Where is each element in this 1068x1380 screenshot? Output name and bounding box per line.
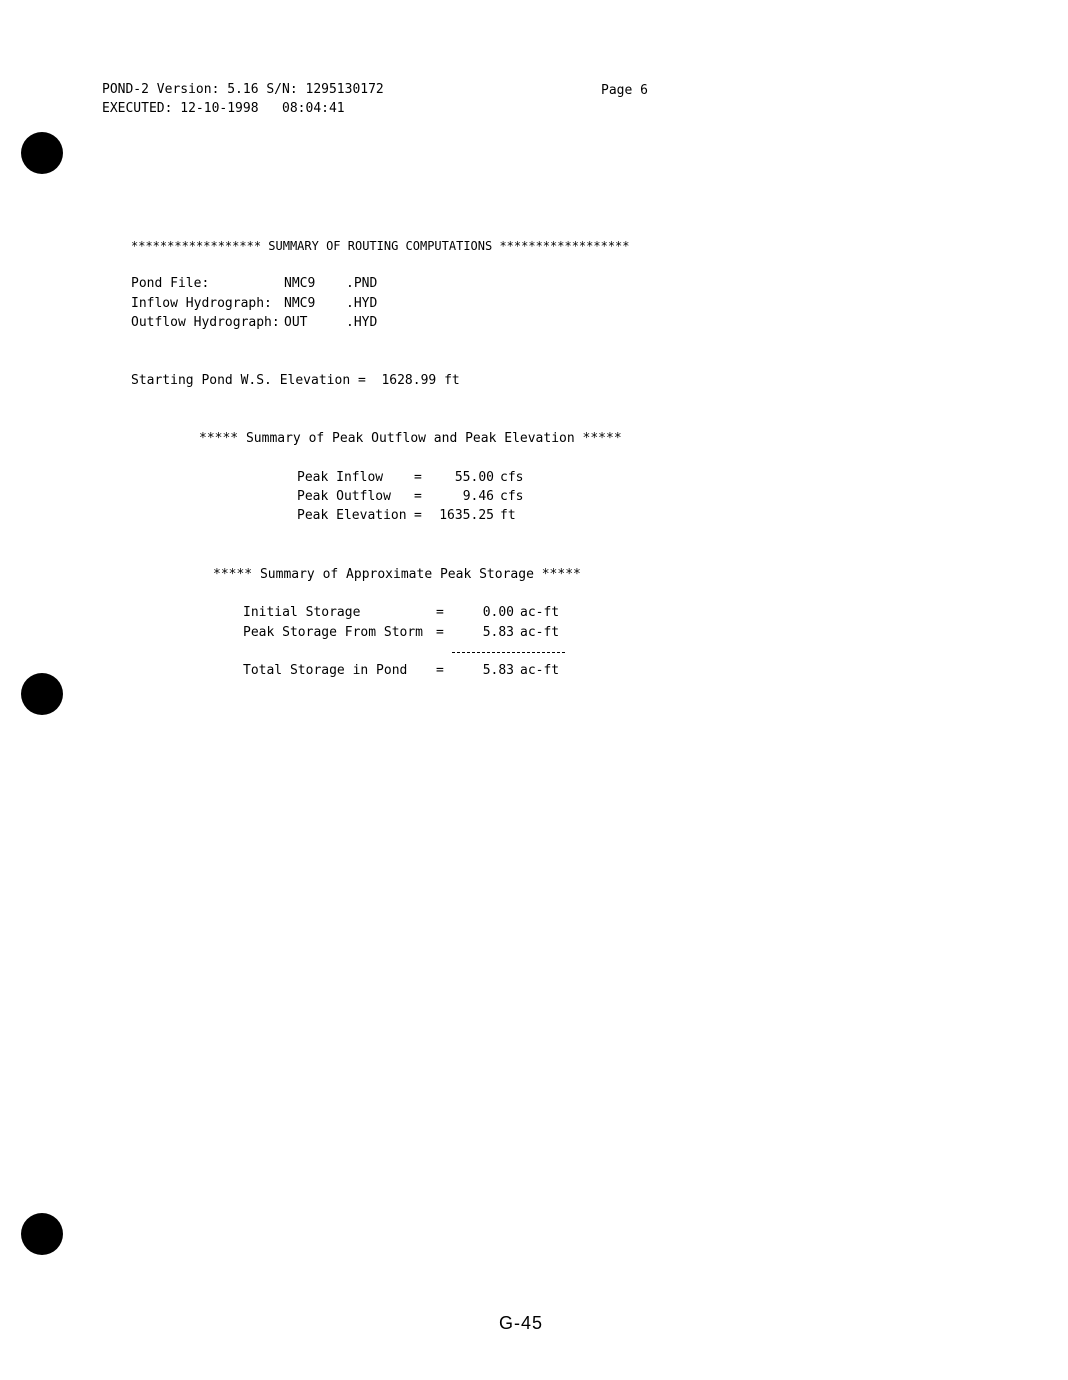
page-number: Page 6 xyxy=(601,83,648,98)
peak-eq: = xyxy=(414,470,422,485)
storage-value: 5.83 xyxy=(482,625,514,640)
storage-eq: = xyxy=(436,663,444,678)
file-name: NMC9 xyxy=(284,276,316,291)
storage-section-title: ***** Summary of Approximate Peak Storage ***** xyxy=(213,567,581,582)
storage-label: Initial Storage xyxy=(243,605,361,620)
peak-unit: cfs xyxy=(500,489,524,504)
file-ext: .PND xyxy=(346,276,378,291)
file-ext: .HYD xyxy=(346,296,378,311)
peak-section-title: ***** Summary of Peak Outflow and Peak Elevation ***** xyxy=(199,431,622,446)
punch-hole xyxy=(21,132,63,174)
version-line: POND-2 Version: 5.16 S/N: 1295130172 xyxy=(102,82,384,97)
storage-eq: = xyxy=(436,625,444,640)
storage-label: Total Storage in Pond xyxy=(243,663,408,678)
storage-value: 5.83 xyxy=(482,663,514,678)
peak-value: 55.00 xyxy=(454,470,494,485)
punch-hole xyxy=(21,1213,63,1255)
peak-value: 1635.25 xyxy=(439,508,494,523)
starting-elevation: Starting Pond W.S. Elevation = 1628.99 ft xyxy=(131,373,460,388)
peak-row-elevation xyxy=(297,508,516,524)
sum-divider xyxy=(452,652,565,653)
file-name: NMC9 xyxy=(284,296,316,311)
file-label: Pond File: xyxy=(131,276,210,291)
peak-eq: = xyxy=(414,508,422,523)
peak-unit: cfs xyxy=(500,470,524,485)
summary-title: ****************** SUMMARY OF ROUTING COMPUTATIONS ****************** xyxy=(131,239,630,253)
file-name: OUT xyxy=(284,315,308,330)
peak-value: 9.46 xyxy=(462,489,494,504)
peak-unit: ft xyxy=(500,508,516,523)
storage-eq: = xyxy=(436,605,444,620)
punch-hole xyxy=(21,673,63,715)
file-label: Outflow Hydrograph: xyxy=(131,315,280,330)
storage-unit: ac-ft xyxy=(520,625,560,640)
peak-label: Peak Outflow xyxy=(297,489,391,504)
storage-unit: ac-ft xyxy=(520,605,560,620)
file-ext: .HYD xyxy=(346,315,378,330)
storage-value: 0.00 xyxy=(482,605,514,620)
peak-label: Peak Inflow xyxy=(297,470,384,485)
file-row-pond xyxy=(131,276,377,292)
peak-label: Peak Elevation xyxy=(297,508,407,523)
storage-row-storm xyxy=(243,625,559,641)
page-footer-label: G-45 xyxy=(499,1313,544,1333)
peak-row-inflow xyxy=(297,470,523,486)
file-row-outflow xyxy=(131,315,377,331)
file-row-inflow xyxy=(131,296,377,312)
storage-row-initial xyxy=(243,605,559,621)
storage-unit: ac-ft xyxy=(520,663,560,678)
executed-line: EXECUTED: 12-10-1998 08:04:41 xyxy=(102,101,345,116)
storage-row-total xyxy=(243,663,559,679)
file-label: Inflow Hydrograph: xyxy=(131,296,272,311)
peak-eq: = xyxy=(414,489,422,504)
storage-label: Peak Storage From Storm xyxy=(243,625,424,640)
peak-row-outflow xyxy=(297,489,523,505)
